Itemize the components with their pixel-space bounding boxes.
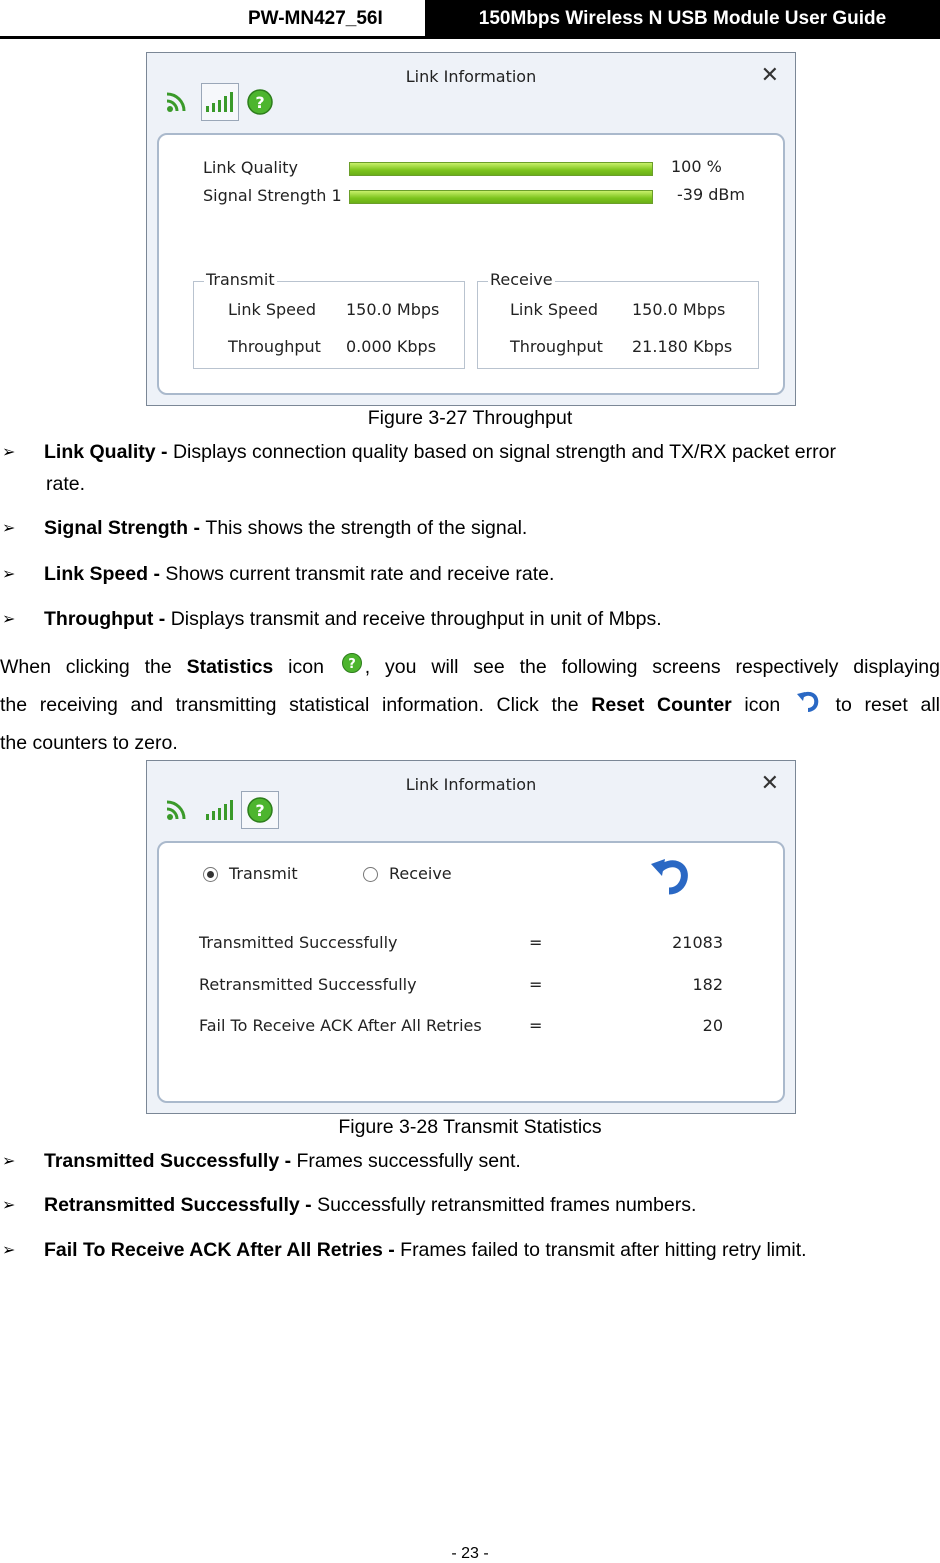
stat-equals: =	[529, 1016, 543, 1035]
para-text: the receiving and transmitting statistical information. Click the	[0, 694, 592, 716]
reset-counter-icon	[795, 687, 821, 725]
signal-strength-label: Signal Strength 1	[203, 186, 342, 205]
bullet-term: Fail To Receive ACK After All Retries -	[44, 1239, 401, 1261]
wireless-signal-icon[interactable]	[161, 83, 195, 121]
transmit-link-speed-value: 150.0 Mbps	[346, 300, 440, 319]
figure-caption: Figure 3-27 Throughput	[367, 407, 573, 429]
statistics-icon[interactable]	[241, 791, 279, 829]
paragraph-line: the counters to zero.	[0, 732, 178, 754]
statistics-icon	[341, 649, 363, 687]
stat-label: Retransmitted Successfully	[199, 975, 417, 994]
stat-value: 20	[702, 1016, 723, 1035]
receive-link-speed-value: 150.0 Mbps	[632, 300, 726, 319]
bullet-desc: This shows the strength of the signal.	[205, 517, 528, 539]
stat-value: 21083	[672, 933, 723, 952]
bullet-desc: Frames failed to transmit after hitting retry limit.	[400, 1239, 807, 1261]
bullet-desc: Shows current transmit rate and receive rate.	[165, 563, 555, 585]
link-information-icon[interactable]	[201, 83, 239, 121]
window-title: Link Information	[405, 775, 537, 794]
link-information-window-statistics	[146, 760, 796, 1114]
wireless-signal-icon[interactable]	[161, 791, 195, 829]
content-panel	[157, 133, 785, 395]
bullet-term: Transmitted Successfully -	[44, 1150, 297, 1172]
receive-link-speed-label: Link Speed	[510, 300, 599, 319]
link-quality-label: Link Quality	[203, 158, 299, 177]
arrow-bullet-icon: ➢	[2, 520, 16, 537]
link-quality-value: 100 %	[671, 157, 722, 176]
bullet-term: Throughput -	[44, 608, 171, 630]
transmit-group	[193, 270, 465, 369]
para-text: When clicking the	[0, 656, 187, 678]
arrow-bullet-icon: ➢	[2, 1197, 16, 1214]
signal-strength-bar	[349, 190, 653, 204]
bullet-desc: Frames successfully sent.	[296, 1150, 521, 1172]
arrow-bullet-icon: ➢	[2, 1242, 16, 1259]
transmit-radio-label[interactable]: Transmit	[229, 864, 298, 883]
receive-radio-label[interactable]: Receive	[389, 864, 452, 883]
bullet-continuation: rate.	[46, 473, 86, 495]
transmit-group-title: Transmit	[206, 270, 275, 289]
link-information-icon[interactable]	[201, 791, 239, 829]
link-information-window-throughput	[146, 52, 796, 406]
stat-value: 182	[692, 975, 723, 994]
signal-strength-value: -39 dBm	[677, 185, 745, 204]
header-title: 150Mbps Wireless N USB Module User Guide	[425, 0, 940, 38]
receive-radio[interactable]	[363, 867, 378, 882]
transmit-throughput-value: 0.000 Kbps	[346, 337, 437, 356]
para-text: icon	[273, 656, 339, 678]
receive-group-title: Receive	[490, 270, 553, 289]
reset-counter-icon[interactable]	[649, 855, 693, 901]
figure-caption: Figure 3-28 Transmit Statistics	[338, 1116, 602, 1138]
stat-equals: =	[529, 933, 543, 952]
svg-text:?: ?	[255, 801, 265, 820]
bullet-term: Link Quality -	[44, 441, 173, 463]
stat-equals: =	[529, 975, 543, 994]
arrow-bullet-icon: ➢	[2, 1153, 16, 1170]
stat-label: Transmitted Successfully	[199, 933, 398, 952]
bullet-term: Retransmitted Successfully -	[44, 1194, 318, 1216]
close-icon[interactable]: ✕	[760, 771, 779, 796]
window-title: Link Information	[405, 67, 537, 86]
transmit-radio[interactable]	[203, 867, 218, 882]
page-number: - 23 -	[451, 1545, 489, 1562]
para-bold: Statistics	[186, 656, 274, 678]
paragraph-line	[0, 648, 940, 686]
para-text: icon	[731, 694, 793, 716]
receive-group	[477, 270, 759, 369]
receive-throughput-label: Throughput	[510, 337, 603, 356]
bullet-desc: Successfully retransmitted frames numbers.	[317, 1194, 697, 1216]
svg-text:?: ?	[255, 93, 265, 112]
bullet-term: Signal Strength -	[44, 517, 206, 539]
statistics-paragraph	[0, 648, 940, 762]
statistics-icon[interactable]	[243, 83, 277, 121]
header-rule	[0, 36, 940, 39]
para-text: to reset all	[822, 694, 940, 716]
bullet-desc: Displays transmit and receive throughput in unit of Mbps.	[170, 608, 662, 630]
arrow-bullet-icon: ➢	[2, 566, 16, 583]
receive-throughput-value: 21.180 Kbps	[632, 337, 733, 356]
svg-text:?: ?	[348, 656, 356, 672]
para-text: , you will see the following screens respectively displaying	[364, 656, 940, 678]
arrow-bullet-icon: ➢	[2, 611, 16, 628]
bullet-term: Link Speed -	[44, 563, 166, 585]
arrow-bullet-icon: ➢	[2, 444, 16, 461]
paragraph-line	[0, 686, 940, 724]
content-panel	[157, 841, 785, 1103]
transmit-throughput-label: Throughput	[228, 337, 321, 356]
transmit-link-speed-label: Link Speed	[228, 300, 317, 319]
para-bold: Reset Counter	[591, 694, 732, 716]
stat-label: Fail To Receive ACK After All Retries	[199, 1016, 482, 1035]
link-quality-bar	[349, 162, 653, 176]
bullet-desc: Displays connection quality based on signal strength and TX/RX packet error	[172, 441, 836, 463]
close-icon[interactable]: ✕	[760, 63, 779, 88]
header-model: PW-MN427_56I	[248, 8, 383, 29]
